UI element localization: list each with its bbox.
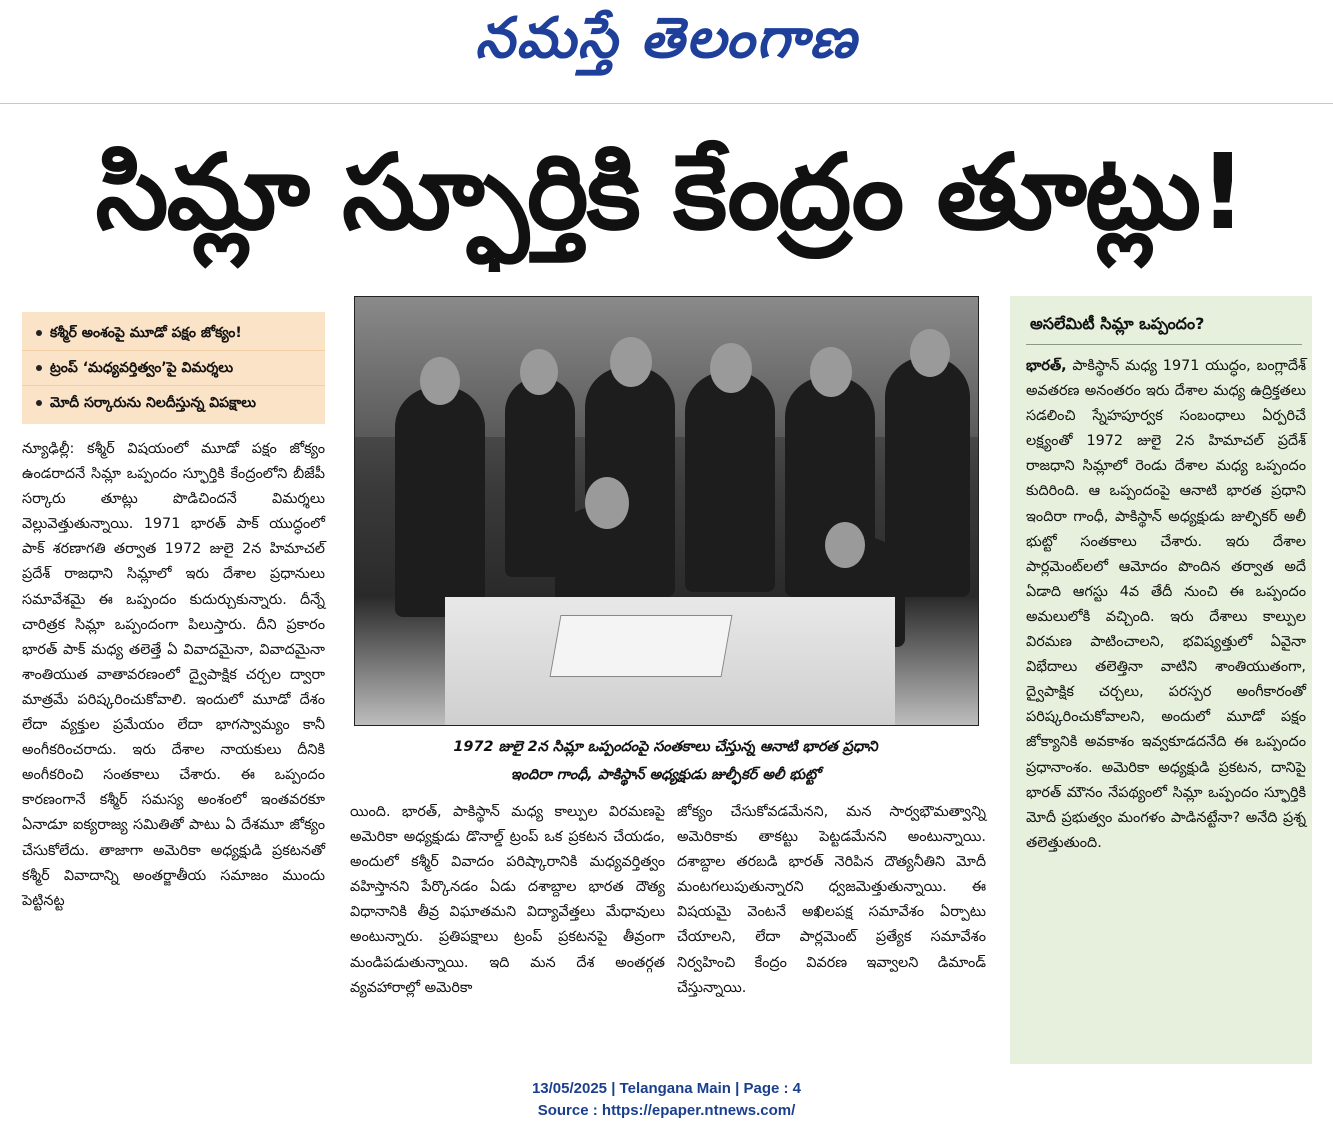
photo-figure (685, 372, 775, 592)
sidebar-text: పాకిస్థాన్‌ మధ్య 1971 యుద్ధం, బంగ్లాదేశ్‌ అవతరణ అనంతరం ఇరు దేశాల మధ్య ఉద్రిక్తతలు సడలించి స్నేహపూర్వక సంబంధాలు ఏర్పరిచే లక్ష్యంతో 1972 జులై 2న హిమాచల్‌ ప్రదేశ్‌ రాజధాని సిమ్లాలో రెండు దేశాల మధ్య ఒప్పందం కుదిరింది. ఆ ఒప్పందంపై ఆనాటి భారత ప్రధాని ఇందిరా గాంధీ, పాకిస్థాన్‌ అధ్యక్షుడు జుల్ఫికర్‌ అలీ భుట్టో సంతకాలు చేశారు. ఇరు దేశాల పార్లమెంట్‌లలో ఆమోదం పొందిన తర్వాత అదే ఏడాది ఆగస్టు 4వ తేదీ నుంచి ఈ ఒప్పందం అమలులోకి వచ్చింది. ఇరు దేశాలు కాల్పుల విరమణ పాటించాలని, భవిష్యత్తులో ఏవైనా విభేదాలు తలెత్తినా వాటిని శాంతియుతంగా, ద్వైపాక్షిక చర్చలు, పరస్పర అంగీకారంతో పరిష్కరించుకోవాలని, అందులో మూడో పక్షం జోక్యానికి అవకాశం ఇవ్వకూడదనేది ఈ ఒప్పందం ప్రధానాంశం. అమెరికా అధ్యక్షుడి ప్రకటన, దానిపై భారత్‌ మౌనం నేపథ్యంలో సిమ్లా ఒప్పందం స్ఫూర్తికి మోదీ ప్రభుత్వం మంగళం పాడినట్టేనా? అనేది ప్రశ్న తలెత్తుతుంది. (1026, 358, 1306, 851)
highlight-text: కశ్మీర్‌ అంశంపై మూడో పక్షం జోక్యం! (50, 325, 242, 341)
caption-line: 1972 జులై 2న సిమ్లా ఒప్పందంపై సంతకాలు చేస్తున్న ఆనాటి భారత ప్రధాని (453, 739, 878, 755)
news-photo (354, 296, 979, 726)
masthead-divider (0, 103, 1333, 104)
photo-figure-head (825, 522, 865, 568)
photo-figure-head (520, 349, 558, 395)
highlight-item (22, 351, 325, 386)
photo-figure-head (585, 477, 629, 529)
newspaper-logo: నమస్తే తెలంగాణ (475, 6, 858, 71)
photo-figure-head (420, 357, 460, 405)
article-column-left: న్యూఢిల్లీ: కశ్మీర్‌ విషయంలో మూడో పక్షం జోక్యం ఉండరాదనే సిమ్లా ఒప్పందం స్ఫూర్తికి కేంద్రంలోని బీజేపీ సర్కారు తూట్లు పొడిచిందనే విమర్శలు వెల్లువెత్తుతున్నాయి. 1971 భారత్‌ పాక్‌ యుద్ధంలో పాక్‌ శరణాగతి తర్వాత 1972 జులై 2న హిమాచల్‌ ప్రదేశ్‌ రాజధాని సిమ్లాలో ఇరు దేశాల ప్రధానులు సమావేశమై ఈ ఒప్పందం కుదుర్చుకున్నారు. దీన్నే చారిత్రక సిమ్లా ఒప్పందంగా పిలుస్తారు. దీని ప్రకారం భారత్‌ పాక్‌ మధ్య తలెత్తే ఏ వివాదమైనా, వివాదమైనా శాంతియుత వాతావరణంలో ద్వైపాక్షిక చర్చల ద్వారా మాత్రమే పరిష్కరించుకోవాలి. ఇందులో మూడో దేశం లేదా వ్యక్తుల ప్రమేయం లేదా భాగస్వామ్యం కానీ అంగీకరించరాదు. ఇరు దేశాల నాయకులు దీనికి అంగీకరించి సంతకాలు చేశారు. ఈ ఒప్పందం కారణంగానే కశ్మీర్‌ సమస్య అంశంలో ఇంతవరకూ ఏనాడూ ఐక్యరాజ్య సమితితో పాటు ఏ దేశమూ జోక్యం చేసుకోలేదు. తాజాగా అమెరికా అధ్యక్షుడి ప్రకటనతో కశ్మీర్‌ వివాదాన్ని అంతర్జాతీయ సమాజం ముందు పెట్టినట్ట (22, 441, 325, 909)
sidebar-lead: భారత్‌, (1026, 358, 1067, 374)
masthead (0, 0, 1333, 92)
sidebar-title: అసలేమిటీ సిమ్లా ఒప్పందం? (1030, 314, 1205, 333)
sidebar-body (1026, 354, 1306, 856)
footer-source-line: Source : https://epaper.ntnews.com/ (537, 1102, 796, 1119)
photo-figure-head (810, 347, 852, 397)
bullet-icon (36, 400, 42, 406)
sidebar-box (1010, 296, 1312, 1064)
highlight-item (22, 316, 325, 351)
article-column-right: జోక్యం చేసుకోవడమేనని, మన సార్వభౌమత్వాన్ని అమెరికాకు తాకట్టు పెట్టడమేనని అంటున్నాయి. దశాబ్దాల తరబడి భారత్‌ నెరిపిన దౌత్యనీతిని మోదీ మంటగలుపుతున్నారని ధ్వజమెత్తుతున్నాయి. ఈ విషయమై వెంటనే అఖిలపక్ష సమావేశం ఏర్పాటు చేయాలని, లేదా పార్లమెంట్‌ ప్రత్యేక సమావేశం నిర్వహించి కేంద్రం వివరణ ఇవ్వాలని డిమాండ్‌ చేస్తున్నాయి. (677, 804, 986, 996)
caption-line: ఇందిరా గాంధీ, పాకిస్థాన్‌ అధ్యక్షుడు జుల్ఫీకర్‌ అలీ భుట్టో (510, 767, 821, 783)
headline: సిమ్లా స్ఫూర్తికి కేంద్రం తూట్లు! (95, 131, 1245, 253)
bullet-icon (36, 330, 42, 336)
bullet-icon (36, 365, 42, 371)
photo-figure-head (610, 337, 652, 387)
footer-date-line: 13/05/2025 | Telangana Main | Page : 4 (531, 1080, 802, 1097)
highlight-item (22, 386, 325, 420)
highlight-text: ట్రంప్‌ ‘మధ్యవర్తిత్వం’పై విమర్శలు (50, 360, 234, 376)
highlights-box (22, 312, 325, 424)
photo-figure (395, 387, 485, 617)
sidebar-divider (1026, 344, 1302, 345)
photo-figure-head (910, 329, 950, 377)
highlight-text: మోదీ సర్కారును నిలదీస్తున్న విపక్షాలు (50, 395, 257, 411)
photo-caption (354, 733, 977, 789)
article-column-middle: యింది. భారత్‌, పాకిస్థాన్‌ మధ్య కాల్పుల విరమణపై అమెరికా అధ్యక్షుడు డొనాల్డ్‌ ట్రంప్‌ ఒక ప్రకటన చేయడం, అందులో కశ్మీర్‌ వివాదం పరిష్కారానికి మధ్యవర్తిత్వం వహిస్తానని పేర్కొనడం ఏడు దశాబ్దాల భారత దౌత్య విధానానికి తీవ్ర విఘాతమని విద్యావేత్తలు మేధావులు అంటున్నారు. ప్రతిపక్షాలు ట్రంప్‌ ప్రకటనపై తీవ్రంగా మండిపడుతున్నాయి. ఇది మన దేశ అంతర్గత వ్యవహారాల్లో అమెరికా (350, 804, 665, 996)
photo-document (550, 615, 733, 677)
photo-figure-head (710, 343, 752, 393)
